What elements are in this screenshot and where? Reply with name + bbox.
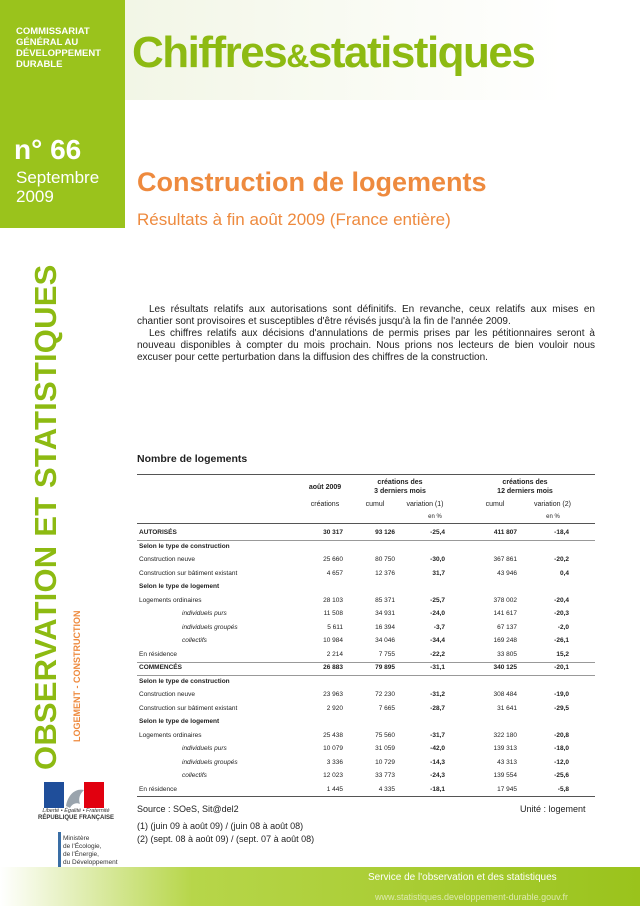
row-label: collectifs bbox=[182, 772, 207, 779]
row-value: -18,0 bbox=[554, 745, 569, 752]
row-value: 34 931 bbox=[375, 610, 395, 617]
intro-text bbox=[137, 304, 595, 364]
row-value: 2 920 bbox=[326, 704, 343, 712]
row-label: Construction sur bâtiment existant bbox=[139, 569, 238, 577]
row-label: Construction sur bâtiment existant bbox=[139, 704, 238, 712]
row-value: -42,0 bbox=[430, 745, 445, 752]
table-bottom-rule bbox=[137, 796, 595, 797]
vertical-category: LOGEMENT - CONSTRUCTION bbox=[72, 610, 82, 742]
row-value: 33 805 bbox=[497, 650, 517, 658]
row-value: 10 079 bbox=[323, 745, 343, 752]
table-row bbox=[137, 553, 595, 567]
table-row bbox=[137, 688, 595, 702]
footnote-1: (1) (juin 09 à août 09) / (juin 08 à août 08) bbox=[137, 821, 304, 831]
row-value: 26 883 bbox=[323, 664, 343, 671]
table-row bbox=[137, 567, 595, 581]
row-value: 340 125 bbox=[493, 664, 517, 671]
republic-name: RÉPUBLIQUE FRANÇAISE bbox=[37, 815, 114, 821]
row-label: individuels groupés bbox=[182, 758, 238, 766]
row-label: Selon le type de logement bbox=[139, 583, 220, 590]
row-value: 139 313 bbox=[493, 745, 517, 752]
footer-service: Service de l'observation et des statistiques bbox=[368, 872, 557, 883]
brand-word-2: statistiques bbox=[307, 28, 535, 77]
row-label: Logements ordinaires bbox=[139, 596, 202, 604]
row-value: 10 729 bbox=[375, 758, 395, 766]
row-value: 5 611 bbox=[327, 623, 343, 631]
row-value: 10 984 bbox=[323, 637, 343, 644]
brand-word-1: Chiffres bbox=[132, 28, 287, 77]
unit-percent-2: en % bbox=[546, 514, 560, 520]
footer-url-link[interactable]: www.statistiques.developpement-durable.gouv.fr bbox=[375, 892, 568, 902]
page-subtitle: Résultats à fin août 2009 (France entière) bbox=[137, 210, 451, 229]
issue-month: Septembre bbox=[16, 168, 100, 187]
subheader-cumul-3m: cumul bbox=[365, 501, 385, 508]
row-value: 411 807 bbox=[493, 529, 517, 536]
row-value: 25 438 bbox=[323, 731, 343, 739]
row-value: 31 641 bbox=[497, 704, 517, 712]
table-row bbox=[137, 661, 595, 675]
row-value: -20,3 bbox=[554, 610, 569, 617]
row-label: Construction neuve bbox=[139, 556, 196, 563]
unit-percent-1: en % bbox=[428, 514, 442, 520]
row-value: 25 660 bbox=[323, 556, 343, 563]
footnote-2: (2) (sept. 08 à août 09) / (sept. 07 à août 08) bbox=[137, 834, 315, 844]
row-value: -19,0 bbox=[554, 691, 569, 698]
vertical-section-title: OBSERVATION ET STATISTIQUES bbox=[28, 264, 63, 770]
table-title: Nombre de logements bbox=[137, 453, 248, 465]
table-row bbox=[137, 715, 595, 729]
row-label: Selon le type de construction bbox=[139, 677, 230, 685]
row-value: 72 230 bbox=[375, 691, 395, 698]
subheader-variation-2: variation (2) bbox=[534, 501, 571, 508]
table-row bbox=[137, 756, 595, 770]
row-label: Selon le type de logement bbox=[139, 718, 220, 725]
row-value: -31,1 bbox=[430, 664, 445, 671]
table-row bbox=[137, 702, 595, 716]
row-value: 30 317 bbox=[323, 529, 343, 536]
row-label: individuels purs bbox=[182, 745, 227, 752]
row-value: 31 059 bbox=[375, 745, 395, 752]
row-value: -31,7 bbox=[430, 731, 445, 739]
row-value: 3 336 bbox=[326, 758, 343, 766]
table-row bbox=[137, 607, 595, 621]
table-row bbox=[137, 729, 595, 743]
organization-name: COMMISSARIAT GÉNÉRAL AU DÉVELOPPEMENT DURABLE bbox=[16, 26, 101, 70]
republic-motto: Liberté • Égalité • Fraternité bbox=[42, 808, 110, 814]
table-header-rule bbox=[137, 523, 595, 524]
row-value: -26,1 bbox=[554, 637, 569, 644]
row-value: 23 963 bbox=[323, 691, 343, 698]
ministry-bar bbox=[58, 832, 61, 872]
row-value: 2 214 bbox=[326, 650, 343, 658]
row-label: AUTORISÉS bbox=[139, 529, 177, 536]
table-row bbox=[137, 634, 595, 648]
header-12-months: créations des 12 derniers mois bbox=[497, 479, 553, 495]
row-label: Construction neuve bbox=[139, 691, 196, 698]
row-value: 28 103 bbox=[323, 596, 343, 604]
row-value: 139 554 bbox=[493, 772, 517, 779]
row-value: 15,2 bbox=[556, 650, 569, 658]
row-value: 16 394 bbox=[375, 623, 395, 631]
row-label: COMMENCÉS bbox=[139, 664, 182, 671]
row-value: 0,4 bbox=[559, 569, 569, 577]
row-value: 12 023 bbox=[323, 772, 343, 779]
row-value: -20,8 bbox=[554, 731, 569, 739]
row-value: -20,2 bbox=[554, 556, 569, 563]
row-value: 169 248 bbox=[493, 637, 517, 644]
row-value: 367 861 bbox=[493, 556, 517, 563]
brand-title bbox=[132, 28, 534, 78]
row-value: 141 617 bbox=[493, 610, 517, 617]
row-value: 31,7 bbox=[432, 569, 445, 577]
row-value: -25,6 bbox=[554, 772, 569, 779]
issue-date bbox=[16, 168, 99, 206]
row-label: individuels purs bbox=[182, 610, 227, 617]
row-value: 67 137 bbox=[497, 623, 517, 631]
row-value: 308 484 bbox=[493, 691, 517, 698]
row-value: -14,3 bbox=[430, 758, 445, 766]
republic-block bbox=[36, 808, 116, 821]
subheader-variation-1: variation (1) bbox=[406, 501, 444, 508]
ministry-line: de l'Écologie, bbox=[63, 843, 102, 850]
row-value: -20,4 bbox=[554, 596, 569, 604]
ministry-line: Ministère bbox=[63, 835, 90, 842]
table-top-rule bbox=[137, 474, 595, 475]
row-label: collectifs bbox=[182, 637, 207, 644]
row-value: -3,7 bbox=[433, 623, 445, 631]
row-value: 33 773 bbox=[375, 772, 395, 779]
row-value: 7 755 bbox=[378, 650, 395, 658]
intro-paragraph-1: Les résultats relatifs aux autorisations sont définitifs. En revanche, ceux relatifs aux mises en chantier sont provisoires et susceptibles d'être révisés jusqu'à la fin de l'année 2009. bbox=[137, 304, 595, 327]
row-value: 93 126 bbox=[375, 529, 395, 536]
row-value: 75 560 bbox=[375, 731, 395, 739]
row-value: 7 665 bbox=[378, 704, 395, 712]
row-value: 80 750 bbox=[375, 556, 395, 563]
table-row bbox=[137, 540, 595, 554]
row-value: 322 180 bbox=[493, 731, 517, 739]
row-value: -18,1 bbox=[430, 785, 445, 793]
row-value: -29,5 bbox=[554, 704, 569, 712]
row-value: -24,0 bbox=[430, 610, 445, 617]
table-row bbox=[137, 621, 595, 635]
header-3-months: créations des 3 derniers mois bbox=[374, 479, 426, 495]
table-row bbox=[137, 783, 595, 797]
row-value: -22,2 bbox=[430, 650, 445, 658]
row-value: 17 945 bbox=[497, 785, 517, 793]
table-row bbox=[137, 594, 595, 608]
table-row bbox=[137, 675, 595, 689]
row-value: -34,4 bbox=[430, 637, 445, 644]
row-value: -30,0 bbox=[430, 556, 445, 563]
header-month: août 2009 bbox=[308, 484, 342, 491]
row-value: 34 046 bbox=[375, 637, 395, 644]
row-label: En résidence bbox=[139, 650, 177, 658]
row-value: -18,4 bbox=[554, 529, 569, 536]
page-title: Construction de logements bbox=[137, 167, 487, 197]
row-value: 12 376 bbox=[375, 569, 395, 577]
row-label: En résidence bbox=[139, 785, 177, 793]
row-value: -20,1 bbox=[554, 664, 569, 671]
row-label: Selon le type de construction bbox=[139, 542, 230, 550]
row-value: -25,7 bbox=[430, 596, 445, 604]
row-value: 43 946 bbox=[497, 569, 517, 577]
row-value: 4 657 bbox=[326, 569, 343, 577]
row-label: individuels groupés bbox=[182, 623, 238, 631]
row-value: 85 371 bbox=[375, 596, 395, 604]
row-value: -28,7 bbox=[430, 704, 445, 712]
intro-paragraph-2: Les chiffres relatifs aux décisions d'annulations de permis prises par les pétitionnaires seront à nouveau disponibles à compter du mois prochain. Nous prions nos lecteurs de bien vouloir nous excuser pour cette perturbation dans la diffusion des chiffres de la construction. bbox=[137, 328, 595, 363]
row-value: -12,0 bbox=[554, 758, 569, 766]
ministry-line: de l'Énergie, bbox=[63, 851, 99, 858]
brand-ampersand: & bbox=[286, 38, 308, 74]
ministry-line: du Développement bbox=[63, 859, 118, 866]
issue-number: n° 66 bbox=[14, 134, 82, 165]
row-label: Logements ordinaires bbox=[139, 731, 202, 739]
subheader-creations: créations bbox=[310, 501, 340, 508]
unit-note: Unité : logement bbox=[520, 804, 586, 814]
issue-year: 2009 bbox=[16, 187, 54, 206]
row-value: -2,0 bbox=[557, 623, 569, 631]
row-value: -31,2 bbox=[430, 691, 445, 698]
subheader-cumul-12m: cumul bbox=[485, 501, 505, 508]
table-row bbox=[137, 526, 595, 540]
row-value: -24,3 bbox=[430, 772, 445, 779]
row-value: 378 002 bbox=[493, 596, 517, 604]
source-note: Source : SOeS, Sit@del2 bbox=[137, 804, 239, 814]
row-value: -5,8 bbox=[557, 785, 569, 793]
row-value: -25,4 bbox=[430, 529, 445, 536]
row-value: 11 508 bbox=[323, 610, 343, 617]
row-value: 1 445 bbox=[326, 785, 343, 793]
row-value: 4 335 bbox=[378, 785, 395, 793]
table-row bbox=[137, 769, 595, 783]
row-value: 79 895 bbox=[375, 664, 395, 671]
table-row bbox=[137, 580, 595, 594]
table-row bbox=[137, 742, 595, 756]
table-row bbox=[137, 648, 595, 662]
row-value: 43 313 bbox=[497, 758, 517, 766]
